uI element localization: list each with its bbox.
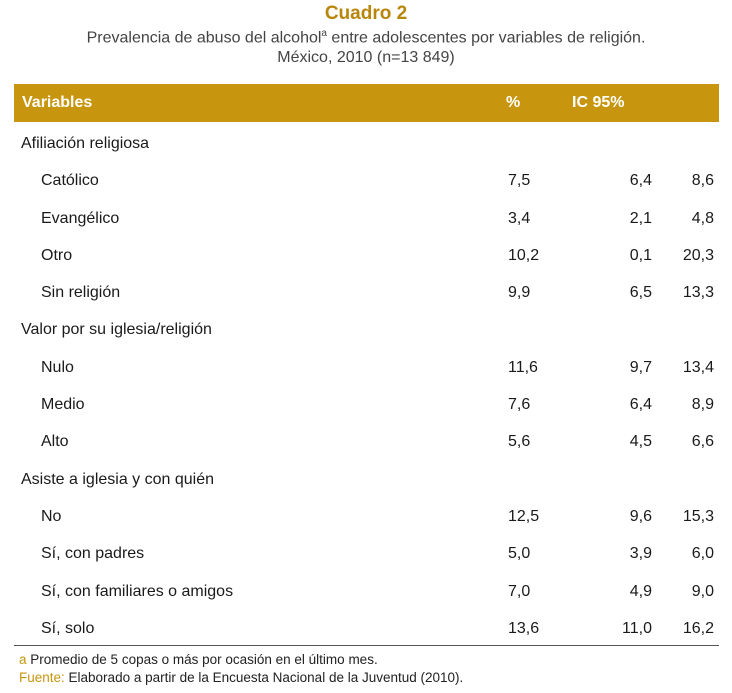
ci-upper-cell: 16,2 [682,619,714,637]
percent-cell: 3,4 [508,209,531,227]
footnote-source [19,670,463,685]
footnote-mark: a [19,652,27,667]
header-percent: % [506,94,521,111]
percent-cell: 10,2 [508,246,540,264]
ci-lower-cell: 9,6 [629,507,652,525]
header-variables: Variables [22,94,93,111]
source-label: Fuente: [19,670,65,685]
table-row [14,423,719,460]
ci-upper-cell: 4,8 [691,209,714,227]
percent-cell: 7,6 [508,396,531,414]
table-row [14,237,719,274]
row-label: Otro [41,246,73,264]
ci-lower-cell: 2,1 [629,209,652,227]
ci-upper-cell: 9,0 [691,582,714,600]
source-text: Elaborado a partir de la Encuesta Nacional de la Juventud (2010). [64,670,464,685]
table-body [14,125,719,647]
percent-cell: 11,6 [508,358,538,376]
ci-upper-cell: 8,6 [691,172,714,190]
subtitle-footnote-mark: a [321,28,327,39]
table-row [14,162,719,199]
table-row [14,610,719,647]
table-row [14,535,719,572]
header-ci: IC 95% [572,94,625,111]
ci-lower-cell: 3,9 [629,545,652,563]
ci-lower-cell: 9,7 [629,358,652,376]
table-row [14,498,719,535]
ci-upper-cell: 6,0 [691,545,714,563]
percent-cell: 7,0 [508,582,531,600]
footnote-text: Promedio de 5 copas o más por ocasión en el último mes. [26,652,378,667]
subtitle-text-cont: entre adolescentes por variables de religión. [326,29,646,47]
row-label: Sí, solo [41,619,95,637]
ci-upper-cell: 13,4 [682,358,714,376]
row-label: Evangélico [41,209,120,227]
group-label: Valor por su iglesia/religión [21,321,212,339]
group-label: Afiliación religiosa [21,135,150,152]
table-subtitle-line2: México, 2010 (n=13 849) [277,49,455,66]
row-label: Sin religión [41,284,121,302]
table-group-row [14,125,719,162]
table-row [14,573,719,610]
table-row [14,386,719,423]
ci-lower-cell: 6,4 [629,396,652,414]
row-label: Sí, con familiares o amigos [41,582,234,600]
table-title: Cuadro 2 [324,3,408,24]
table-row [14,349,719,386]
subtitle-text: Prevalencia de abuso del alcohol [86,29,322,47]
ci-lower-cell: 0,1 [629,246,652,264]
table-bottom-rule [14,645,719,646]
footnote-a [19,652,378,667]
percent-cell: 5,0 [508,545,531,563]
ci-lower-cell: 4,5 [629,433,652,451]
row-label: Medio [41,396,85,414]
percent-cell: 9,9 [508,284,531,302]
table-row [14,200,719,237]
table-group-row [14,311,719,348]
table-subtitle [0,28,732,47]
row-label: Nulo [41,358,74,376]
ci-upper-cell: 20,3 [682,246,714,264]
ci-upper-cell: 15,3 [682,507,714,525]
ci-upper-cell: 6,6 [691,433,714,451]
group-label: Asiste a iglesia y con quién [21,470,214,488]
percent-cell: 13,6 [508,619,540,637]
ci-lower-cell: 11,0 [622,619,652,637]
table-header [14,84,719,122]
percent-cell: 7,5 [508,172,531,190]
ci-upper-cell: 8,9 [691,396,714,414]
row-label: Católico [41,172,99,190]
row-label: Alto [41,433,69,451]
table-group-row [14,461,719,498]
percent-cell: 5,6 [508,433,531,451]
table-row [14,274,719,311]
ci-lower-cell: 4,9 [629,582,652,600]
row-label: No [41,507,62,525]
ci-upper-cell: 13,3 [682,284,714,302]
row-label: Sí, con padres [41,545,145,563]
percent-cell: 12,5 [508,507,540,525]
ci-lower-cell: 6,4 [629,172,652,190]
ci-lower-cell: 6,5 [629,284,652,302]
